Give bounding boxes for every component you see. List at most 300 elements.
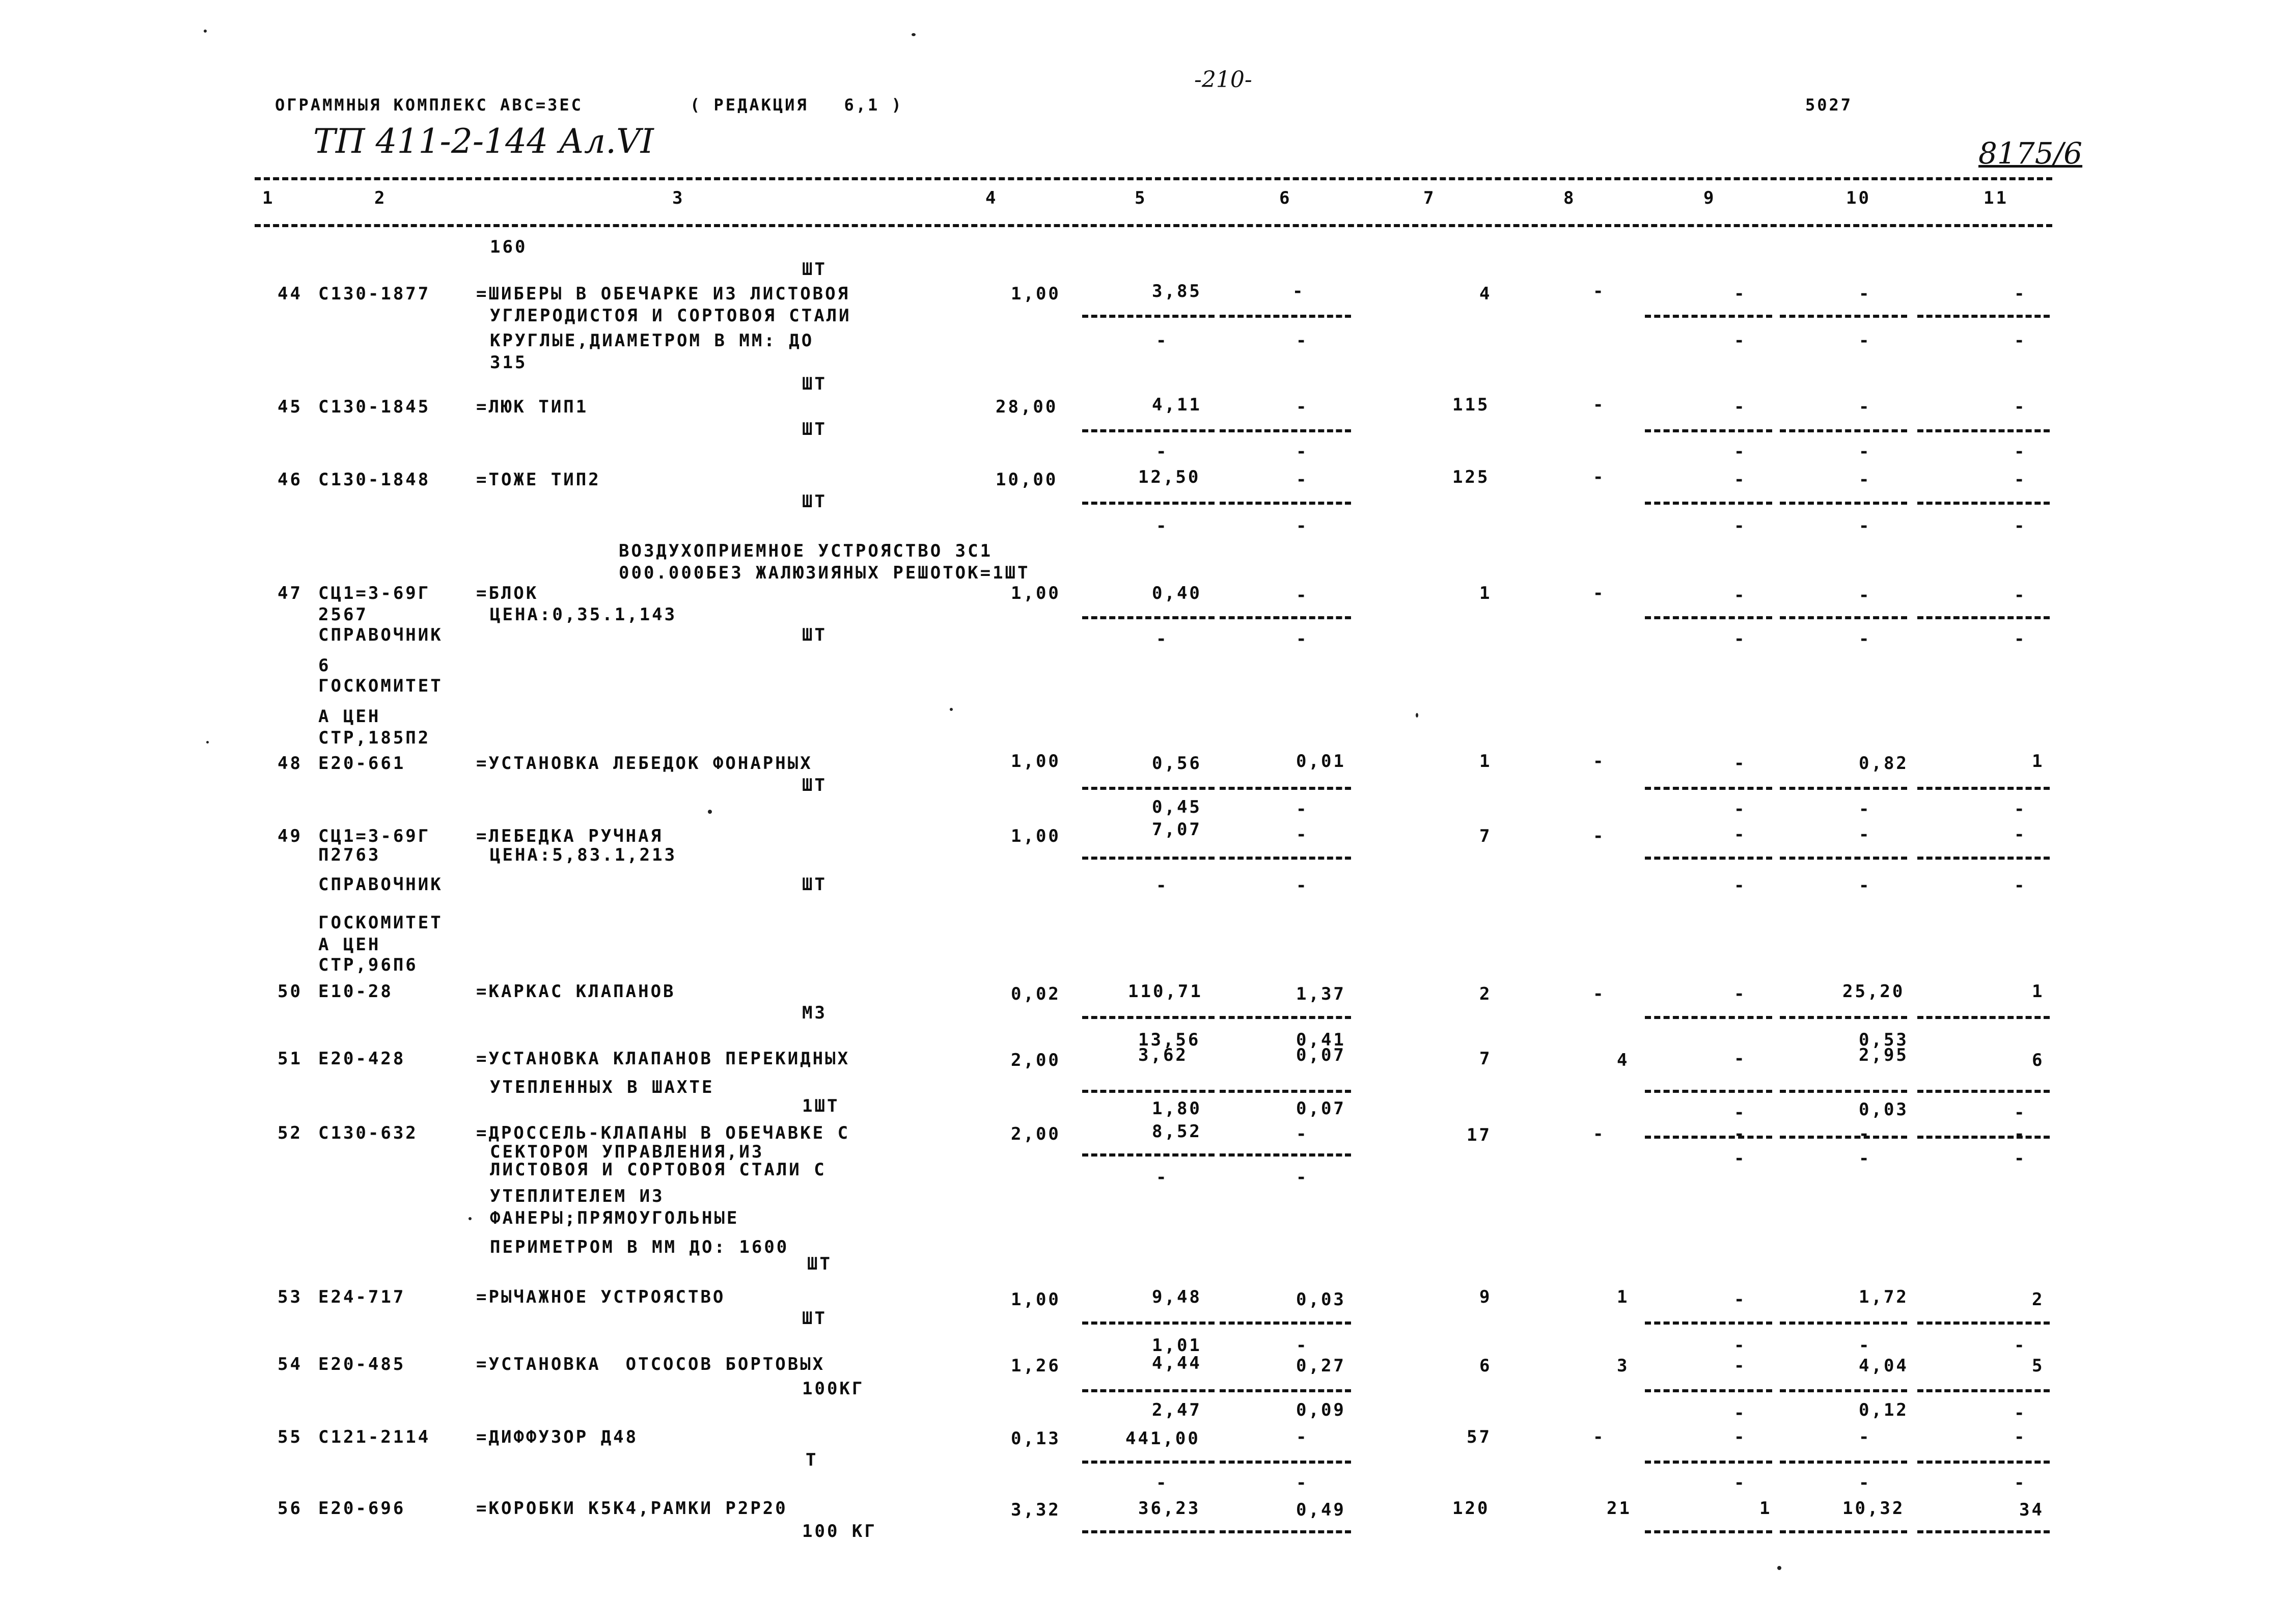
row-number: 50 [278, 981, 302, 1002]
cell-11: - [2014, 1124, 2027, 1144]
row-desc: ПЕРИМЕТРОМ В ММ ДО: 1600 [490, 1237, 789, 1257]
cell-5: - [1156, 1473, 1169, 1493]
cell-11: - [2014, 1427, 2027, 1447]
row-unit: ШТ [802, 259, 827, 280]
row-unit: ШТ [802, 374, 827, 394]
rule [1780, 429, 1907, 432]
rule [1645, 1389, 1772, 1392]
cell-5: 3,85 [1152, 281, 1202, 301]
cell-10: - [1859, 585, 1871, 605]
row-qty: 1,00 [1011, 751, 1061, 772]
row-code: 6 [318, 655, 331, 676]
cell-9: - [1734, 753, 1747, 774]
cell-10: 0,12 [1859, 1400, 1909, 1420]
rule [1220, 1530, 1351, 1533]
row-code: СПРАВОЧНИК [318, 874, 443, 895]
cell-6: - [1296, 875, 1309, 896]
cell-8: 21 [1607, 1498, 1632, 1519]
cell-6: 1,37 [1296, 984, 1346, 1004]
cell-11: - [2014, 799, 2027, 819]
cell-6: 0,01 [1296, 751, 1346, 772]
cell-5: 441,00 [1125, 1428, 1200, 1449]
cell-11: - [2014, 284, 2027, 304]
cell-6: 0,41 [1296, 1030, 1346, 1050]
rule [1917, 1530, 2050, 1533]
row-code: С130-1877 [318, 284, 431, 304]
row-desc: 160 [490, 237, 528, 257]
cell-10: 0,82 [1859, 753, 1909, 774]
row-number: 44 [278, 284, 302, 304]
cell-5: - [1156, 629, 1169, 649]
rule [1645, 1322, 1772, 1325]
rule [1082, 787, 1215, 790]
speck [469, 1217, 472, 1220]
cell-6: 0,03 [1296, 1289, 1346, 1310]
cell-9: - [1734, 799, 1747, 819]
cell-9: - [1734, 331, 1747, 351]
header-top-rule [255, 177, 2052, 180]
row-number: 54 [278, 1354, 302, 1374]
rule [1082, 1090, 1215, 1093]
cell-6: 0,07 [1296, 1098, 1346, 1119]
cell-5: 8,52 [1152, 1121, 1202, 1142]
row-desc: =ЛЮК ТИП1 [476, 397, 589, 417]
cell-10: - [1859, 1473, 1871, 1493]
cell-11: - [2014, 1335, 2027, 1356]
cell-7: 115 [1452, 395, 1490, 415]
cell-11: 34 [2019, 1500, 2044, 1520]
row-qty: 1,00 [1011, 583, 1061, 603]
cell-11: - [2014, 1103, 2027, 1123]
rule [1082, 1461, 1215, 1464]
cell-10: - [1859, 824, 1871, 845]
row-desc: УГЛЕРОДИСТОЯ И СОРТОВОЯ СТАЛИ [490, 306, 851, 326]
rule [1917, 502, 2050, 505]
cell-5: 13,56 [1138, 1030, 1201, 1050]
row-unit: 1ШТ [802, 1096, 840, 1116]
cell-10: 4,04 [1859, 1356, 1909, 1376]
section-heading: 000.000БЕЗ ЖАЛЮЗИЯНЫХ РЕШОТОК=1ШТ [619, 563, 1030, 583]
cell-5: 2,47 [1152, 1400, 1202, 1420]
row-qty: 1,00 [1011, 826, 1061, 846]
row-qty: 3,32 [1011, 1500, 1061, 1520]
cell-5: 0,40 [1152, 583, 1202, 603]
row-desc: =РЫЧАЖНОЕ УСТРОЯСТВО [476, 1287, 726, 1307]
cell-9: - [1734, 284, 1747, 304]
row-qty: 0,13 [1011, 1428, 1061, 1449]
cell-8: - [1593, 281, 1606, 301]
rule [1917, 1090, 2050, 1093]
cell-6: - [1296, 442, 1309, 462]
col-3: 3 [672, 188, 685, 208]
cell-6: - [1296, 1335, 1309, 1356]
cell-5: 7,07 [1152, 819, 1202, 840]
cell-11: - [2014, 397, 2027, 417]
row-unit: ШТ [807, 1254, 832, 1274]
cell-10: - [1859, 1148, 1871, 1169]
cell-11: 6 [2032, 1050, 2045, 1070]
row-code: СТР,185П2 [318, 728, 431, 748]
rule [1917, 787, 2050, 790]
cell-9: - [1734, 442, 1747, 462]
cell-11: 1 [2032, 751, 2045, 772]
row-desc: ЦЕНА:5,83.1,213 [490, 845, 677, 865]
rule [1780, 1322, 1907, 1325]
cell-7: 4 [1479, 284, 1492, 304]
rule [1082, 1530, 1215, 1533]
row-qty: 1,00 [1011, 284, 1061, 304]
rule [1082, 1322, 1215, 1325]
row-qty: 1,26 [1011, 1356, 1061, 1376]
cell-11: - [2014, 442, 2027, 462]
row-desc: УТЕПЛЕННЫХ В ШАХТЕ [490, 1077, 714, 1097]
cell-5: - [1156, 1167, 1169, 1188]
row-desc: =ТОЖЕ ТИП2 [476, 470, 601, 490]
rule [1780, 1136, 1907, 1139]
row-desc: =КАРКАС КЛАПАНОВ [476, 981, 676, 1002]
row-number: 56 [278, 1498, 302, 1519]
row-code: С121-2114 [318, 1427, 431, 1447]
cell-8: - [1593, 467, 1606, 487]
rule [1645, 502, 1772, 505]
row-desc: =ШИБЕРЫ В ОБЕЧАРКЕ ИЗ ЛИСТОВОЯ [476, 284, 850, 304]
row-code: Е20-696 [318, 1498, 406, 1519]
cell-5: 9,48 [1152, 1287, 1202, 1307]
rule [1082, 1389, 1215, 1392]
rule [1645, 857, 1772, 860]
col-10: 10 [1846, 188, 1871, 208]
rule [1917, 1322, 2050, 1325]
row-qty: 1,00 [1011, 1289, 1061, 1310]
col-8: 8 [1563, 188, 1576, 208]
rule [1780, 1530, 1907, 1533]
speck [708, 810, 712, 814]
cell-6: - [1296, 331, 1309, 351]
row-desc: =ДИФФУЗОР Д48 [476, 1427, 639, 1447]
rule [1220, 315, 1351, 318]
cell-5: 12,50 [1138, 467, 1201, 487]
speck [1416, 713, 1418, 718]
row-desc: СЕКТОРОМ УПРАВЛЕНИЯ,ИЗ [490, 1142, 764, 1162]
header-bottom-rule [255, 224, 2052, 227]
cell-5: 1,80 [1152, 1098, 1202, 1119]
cell-6: - [1296, 799, 1309, 819]
rule [1780, 1389, 1907, 1392]
row-code: С130-1845 [318, 397, 431, 417]
cell-5: 1,01 [1152, 1335, 1202, 1356]
rule [1780, 1090, 1907, 1093]
row-unit: ШТ [802, 775, 827, 795]
rule [1780, 857, 1907, 860]
row-desc: =ЛЕБЕДКА РУЧНАЯ [476, 826, 664, 846]
cell-6: 0,09 [1296, 1400, 1346, 1420]
row-qty: 0,02 [1011, 984, 1061, 1004]
rule [1645, 1530, 1772, 1533]
cell-9: - [1734, 1356, 1747, 1376]
row-code: 2567 [318, 604, 368, 625]
cell-10: - [1859, 1427, 1871, 1447]
cell-10: 0,53 [1859, 1030, 1909, 1050]
cell-10: - [1859, 1335, 1871, 1356]
cell-10: 25,20 [1842, 981, 1905, 1002]
row-code: Е20-428 [318, 1049, 406, 1069]
cell-11: - [2014, 516, 2027, 536]
cell-11: - [2014, 1473, 2027, 1493]
section-heading: ВОЗДУХОПРИЕМНОЕ УСТРОЯСТВО ЗС1 [619, 541, 993, 561]
cell-6: - [1292, 281, 1305, 301]
cell-8: - [1593, 395, 1606, 415]
cell-7: 6 [1479, 1356, 1492, 1376]
rule [1917, 1136, 2050, 1139]
row-desc: ЛИСТОВОЯ И СОРТОВОЯ СТАЛИ С [490, 1160, 827, 1180]
rule [1220, 1016, 1351, 1019]
row-unit: Т [806, 1450, 818, 1470]
cell-10: 10,32 [1842, 1498, 1905, 1519]
cell-10: - [1859, 284, 1871, 304]
row-code: П2763 [318, 845, 381, 865]
rule [1645, 315, 1772, 318]
row-desc: УТЕПЛИТЕЛЕМ ИЗ [490, 1186, 665, 1206]
rule [1917, 1389, 2050, 1392]
cell-10: - [1859, 470, 1871, 490]
cell-9: 1 [1759, 1498, 1772, 1519]
row-desc: =БЛОК [476, 583, 539, 603]
speck [204, 30, 207, 33]
cell-8: - [1593, 1124, 1606, 1144]
row-unit: ШТ [802, 874, 827, 895]
cell-11: - [2014, 824, 2027, 845]
rule [1780, 787, 1907, 790]
rule [1082, 857, 1215, 860]
row-code: Е20-485 [318, 1354, 406, 1374]
speck [1777, 1566, 1781, 1570]
rule [1082, 1016, 1215, 1019]
cell-7: 1 [1479, 751, 1492, 772]
cell-11: - [2014, 331, 2027, 351]
rule [1917, 315, 2050, 318]
rule [1220, 1090, 1351, 1093]
row-code: Е20-661 [318, 753, 406, 774]
col-2: 2 [374, 188, 387, 208]
cell-9: - [1734, 1103, 1747, 1123]
cell-9: - [1734, 516, 1747, 536]
cell-10: - [1859, 397, 1871, 417]
cell-8: - [1593, 583, 1606, 603]
cell-7: 17 [1467, 1125, 1492, 1145]
rule [1220, 787, 1351, 790]
cell-8: 3 [1617, 1356, 1630, 1376]
cell-10: - [1859, 799, 1871, 819]
col-7: 7 [1423, 188, 1436, 208]
cell-10: - [1859, 331, 1871, 351]
row-code: Е24-717 [318, 1287, 406, 1307]
cell-11: 1 [2032, 981, 2045, 1002]
col-6: 6 [1279, 188, 1292, 208]
cell-8: - [1593, 826, 1606, 846]
row-number: 46 [278, 470, 302, 490]
cell-7: 2 [1479, 984, 1492, 1004]
cell-9: - [1734, 397, 1747, 417]
cell-6: - [1296, 397, 1309, 417]
cell-7: 1 [1479, 583, 1492, 603]
cell-10: 1,72 [1859, 1287, 1909, 1307]
cell-9: - [1734, 984, 1747, 1004]
col-9: 9 [1703, 188, 1716, 208]
edition-label: ( РЕДАКЦИЯ 6,1 ) [690, 95, 903, 115]
cell-8: - [1593, 1427, 1606, 1447]
rule [1220, 429, 1351, 432]
cell-5: 36,23 [1138, 1498, 1201, 1519]
cell-6: - [1296, 1427, 1309, 1447]
speck [206, 741, 209, 744]
rule [1780, 502, 1907, 505]
row-desc: 315 [490, 352, 528, 373]
row-code: А ЦЕН [318, 706, 381, 727]
cell-9: - [1734, 875, 1747, 896]
rule [1645, 787, 1772, 790]
document-number: 5027 [1805, 95, 1853, 115]
cell-6: 0,49 [1296, 1500, 1346, 1520]
rule [1917, 1461, 2050, 1464]
col-5: 5 [1135, 188, 1147, 208]
row-code: С130-632 [318, 1123, 418, 1143]
row-desc: =КОРОБКИ К5К4,РАМКИ Р2Р20 [476, 1498, 788, 1519]
cell-6: - [1296, 1473, 1309, 1493]
row-unit: ШТ [802, 419, 827, 439]
cell-7: 9 [1479, 1287, 1492, 1307]
rule [1082, 429, 1215, 432]
row-qty: 10,00 [996, 470, 1058, 490]
row-unit: ШТ [802, 625, 827, 645]
cell-5: 0,45 [1152, 797, 1202, 817]
row-desc: =УСТАНОВКА ЛЕБЕДОК ФОНАРНЫХ [476, 753, 813, 774]
row-code: ГОСКОМИТЕТ [318, 676, 443, 696]
cell-6: - [1296, 470, 1309, 490]
cell-10: 2,95 [1859, 1045, 1909, 1065]
cell-9: - [1734, 629, 1747, 649]
row-qty: 28,00 [996, 397, 1058, 417]
rule [1917, 1016, 2050, 1019]
cell-9: - [1734, 470, 1747, 490]
cell-11: 2 [2032, 1289, 2045, 1310]
cell-9: - [1734, 824, 1747, 845]
cell-10: - [1859, 629, 1871, 649]
row-unit: ШТ [802, 1308, 827, 1329]
row-desc: =ДРОССЕЛЬ-КЛАПАНЫ В ОБЕЧАВКЕ С [476, 1123, 850, 1143]
cell-5: - [1156, 875, 1169, 896]
cell-7: 120 [1452, 1498, 1490, 1519]
cell-7: 7 [1479, 1049, 1492, 1069]
rule [1645, 1016, 1772, 1019]
row-qty: 2,00 [1011, 1124, 1061, 1144]
cell-11: - [2014, 875, 2027, 896]
rule [1917, 857, 2050, 860]
rule [1780, 1461, 1907, 1464]
row-code: А ЦЕН [318, 934, 381, 955]
cell-11: - [2014, 585, 2027, 605]
cell-9: - [1734, 1473, 1747, 1493]
cell-8: - [1593, 751, 1606, 772]
cell-5: 4,44 [1152, 1353, 1202, 1373]
cell-5: 4,11 [1152, 395, 1202, 415]
speck [912, 33, 916, 36]
cell-5: - [1156, 331, 1169, 351]
cell-6: - [1296, 585, 1309, 605]
cell-8: 4 [1617, 1050, 1630, 1070]
cell-5: - [1156, 442, 1169, 462]
cell-5: 0,56 [1152, 753, 1202, 774]
rule [1082, 315, 1215, 318]
cell-9: - [1734, 1049, 1747, 1069]
page-number: -210- [1194, 67, 1252, 93]
row-code: СПРАВОЧНИК [318, 625, 443, 645]
cell-6: - [1296, 824, 1309, 845]
cell-5: 3,62 [1138, 1045, 1188, 1065]
cell-10: - [1859, 875, 1871, 896]
col-4: 4 [985, 188, 998, 208]
cell-6: - [1296, 516, 1309, 536]
rule [1645, 429, 1772, 432]
row-unit: 100 КГ [802, 1521, 877, 1542]
row-number: 55 [278, 1427, 302, 1447]
row-qty: 2,00 [1011, 1050, 1061, 1070]
row-code: СЦ1=3-69Г [318, 583, 431, 603]
cell-7: 7 [1479, 826, 1492, 846]
row-number: 48 [278, 753, 302, 774]
cell-9: - [1734, 1289, 1747, 1310]
col-11: 11 [1984, 188, 2008, 208]
row-number: 53 [278, 1287, 302, 1307]
cell-9: - [1734, 1148, 1747, 1169]
row-desc: ФАНЕРЫ;ПРЯМОУГОЛЬНЫЕ [490, 1208, 739, 1228]
rule [1220, 1322, 1351, 1325]
cell-6: - [1296, 629, 1309, 649]
cell-8: - [1593, 984, 1606, 1004]
row-code: СЦ1=3-69Г [318, 826, 431, 846]
cell-7: 125 [1452, 467, 1490, 487]
rule [1220, 502, 1351, 505]
cell-10: - [1859, 442, 1871, 462]
row-code: Е10-28 [318, 981, 393, 1002]
cell-9: - [1734, 1403, 1747, 1423]
cell-10: - [1859, 516, 1871, 536]
rule [1645, 1461, 1772, 1464]
rule [1220, 1389, 1351, 1392]
sheet-number: 8175/6 [1978, 136, 2083, 171]
speck [950, 708, 953, 711]
row-unit: ШТ [802, 491, 827, 512]
cell-11: - [2014, 1403, 2027, 1423]
col-1: 1 [262, 188, 275, 208]
cell-6: 0,27 [1296, 1356, 1346, 1376]
row-desc: ЦЕНА:0,35.1,143 [490, 604, 677, 625]
rule [1645, 616, 1772, 619]
cell-10: - [1859, 1124, 1871, 1144]
rule [1220, 1461, 1351, 1464]
cell-6: - [1296, 1167, 1309, 1188]
cell-9: - [1734, 1427, 1747, 1447]
row-desc: КРУГЛЫЕ,ДИАМЕТРОМ В ММ: ДО [490, 331, 814, 351]
rule [1780, 315, 1907, 318]
row-number: 45 [278, 397, 302, 417]
row-code: ГОСКОМИТЕТ [318, 913, 443, 933]
cell-9: - [1734, 1335, 1747, 1356]
rule [1082, 616, 1215, 619]
cell-7: 57 [1467, 1427, 1492, 1447]
cell-6: 0,07 [1296, 1045, 1346, 1065]
rule [1645, 1136, 1772, 1139]
project-code: ТП 411-2-144 Ал.VI [313, 122, 654, 161]
